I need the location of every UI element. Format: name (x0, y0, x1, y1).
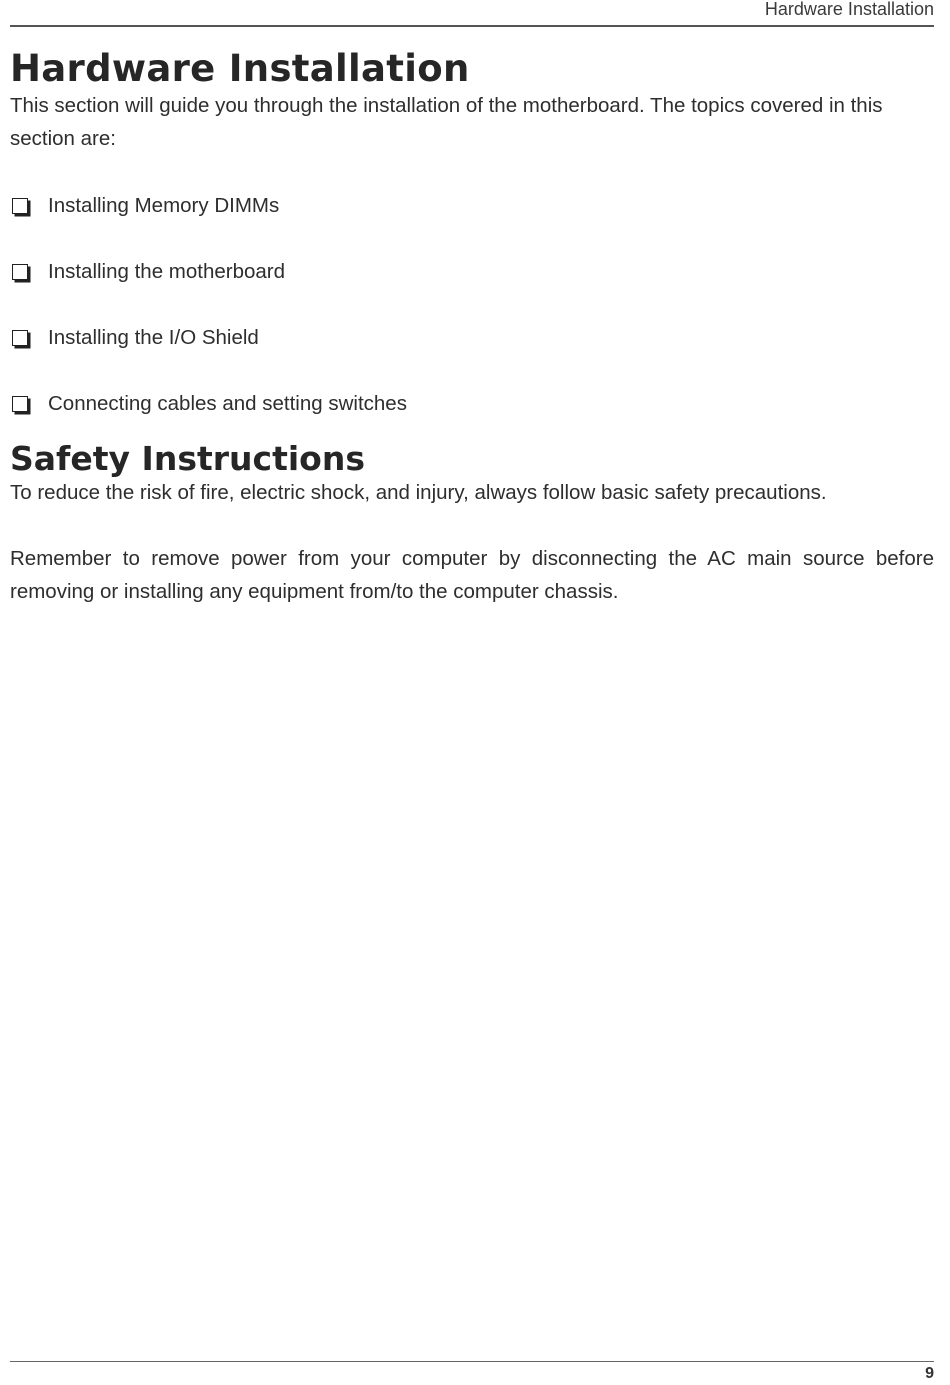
power-paragraph: Remember to remove power from your computer by disconnecting the AC main source before removing or installing any equipment from/to the computer chassis. (10, 547, 934, 603)
page-number: 9 (925, 1365, 934, 1382)
running-header: Hardware Installation (764, 0, 934, 19)
list-item (10, 321, 934, 387)
topic-list (10, 189, 934, 453)
footer-divider (10, 1361, 934, 1362)
list-item (10, 255, 934, 321)
list-item-label: Installing the I/O Shield (48, 326, 259, 349)
checkbox-bullet-icon (12, 396, 28, 412)
list-item-label: Installing Memory DIMMs (48, 194, 280, 217)
safety-paragraph: To reduce the risk of fire, electric shock, and injury, always follow basic safety precautions. (10, 481, 827, 504)
checkbox-bullet-icon (12, 330, 28, 346)
list-item (10, 387, 934, 453)
header-divider (10, 25, 934, 27)
checkbox-bullet-icon (12, 264, 28, 280)
list-item (10, 189, 934, 255)
list-item-label: Connecting cables and setting switches (48, 392, 407, 415)
intro-paragraph: This section will guide you through the installation of the motherboard. The topics covered in this section are: (10, 94, 883, 150)
page-title: Hardware Installation (10, 47, 470, 90)
list-item-label: Installing the motherboard (48, 260, 286, 283)
checkbox-bullet-icon (12, 198, 28, 214)
page-content (10, 46, 934, 608)
section-heading: Safety Instructions (10, 439, 365, 478)
